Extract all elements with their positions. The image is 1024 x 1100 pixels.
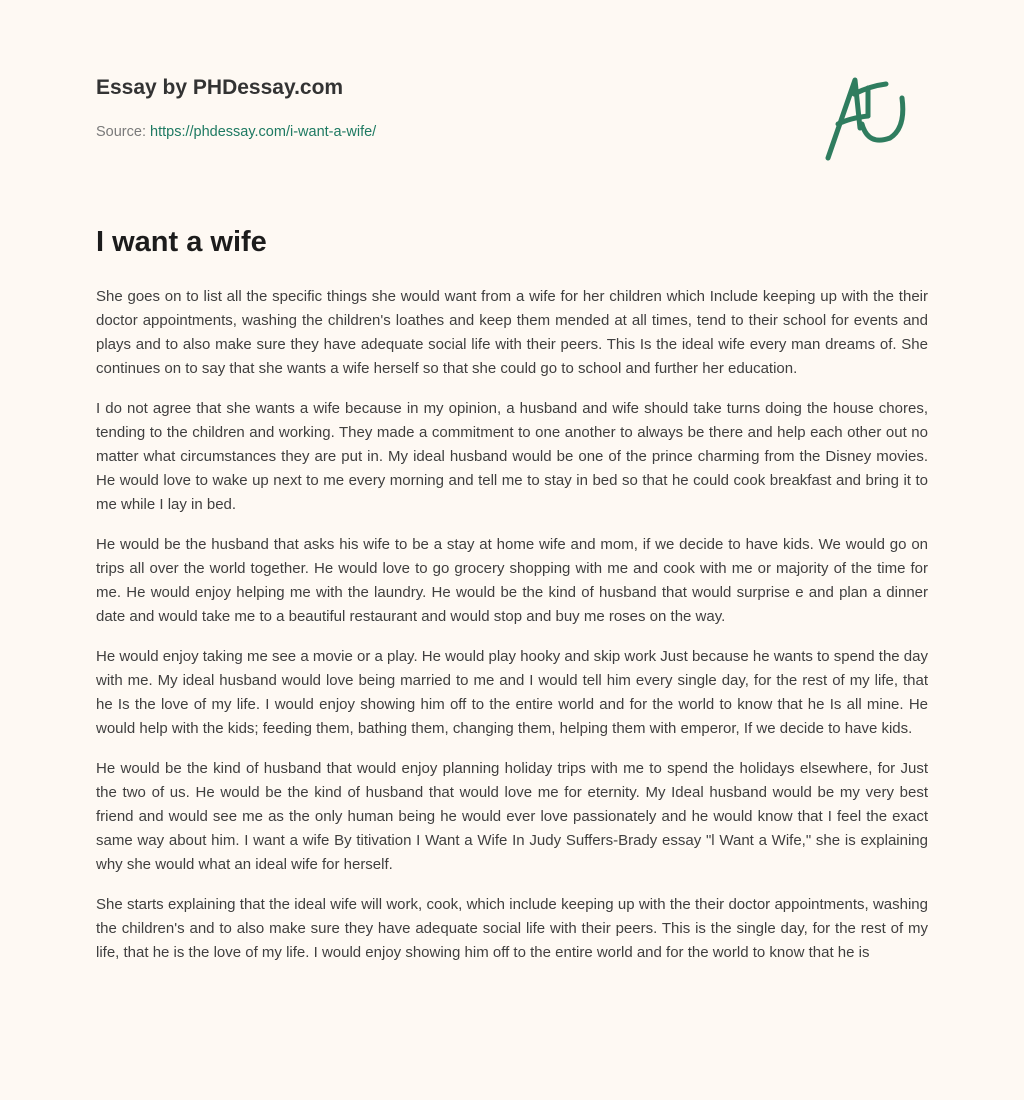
source-line <box>96 124 376 140</box>
source-label: Source: <box>96 124 146 140</box>
essay-paragraph: She starts explaining that the ideal wife will work, cook, which include keeping up with the their doctor appointments, washing the children's and to also make sure they have adequate social life with their peers. This is the single day, for the rest of my life, that he is the love of my life. I would enjoy showing him off to the entire world and for the world to know that he is <box>96 896 928 961</box>
essay-paragraph: He would be the kind of husband that would enjoy planning holiday trips with me to spend the holidays elsewhere, for Just the two of us. He would be the kind of husband that would love me for eternity. My Ideal husband would be my very best friend and would see me as the only human being he would ever love passionately and he would know that I feel the exact same way about him. I want a wife By titivation I Want a Wife In Judy Suffers-Brady essay "l Want a Wife," she is explaining why she would what an ideal wife for herself. <box>96 760 928 873</box>
essay-paragraph: He would be the husband that asks his wife to be a stay at home wife and mom, if we decide to have kids. We would go on trips all over the world together. He would love to go grocery shopping with me and cook with me or majority of the time for me. He would enjoy helping me with the laundry. He would be the kind of husband that would surprise e and plan a dinner date and would take me to a beautiful restaurant and would stop and buy me roses on the way. <box>96 536 928 625</box>
essay-paragraph: I do not agree that she wants a wife because in my opinion, a husband and wife should take turns doing the house chores, tending to the children and working. They made a commitment to one another to always be there and help each other out no matter what circumstances they are put in. My ideal husband would be one of the prince charming from the Disney movies. He would love to wake up next to me every morning and tell me to stay in bed so that he could cook breakfast and bring it to me while I lay in bed. <box>96 400 928 513</box>
essay-title: I want a wife <box>96 226 267 258</box>
essay-paragraph: He would enjoy taking me see a movie or a play. He would play hooky and skip work Just because he wants to spend the day with me. My ideal husband would love being married to me and I would tell him every single day, for the rest of my life, that he Is the love of my life. I would enjoy showing him off to the entire world and for the world to know that he Is all mine. He would help with the kids; feeding them, bathing them, changing them, helping them with emperor, If we decide to have kids. <box>96 648 928 737</box>
source-link[interactable]: https://phdessay.com/i-want-a-wife/ <box>150 124 377 140</box>
essay-body <box>96 285 928 981</box>
essay-paragraph: She goes on to list all the specific things she would want from a wife for her children which Include keeping up with the their doctor appointments, washing the children's loathes and keep them mended at all times, tend to their school for events and plays and to also make sure they have adequate social life with their peers. This Is the ideal wife every man dreams of. She continues on to say that she wants a wife herself so that she could go to school and further her education. <box>96 288 928 377</box>
site-title: Essay by PHDessay.com <box>96 76 344 99</box>
a-plus-logo-icon <box>820 68 930 163</box>
